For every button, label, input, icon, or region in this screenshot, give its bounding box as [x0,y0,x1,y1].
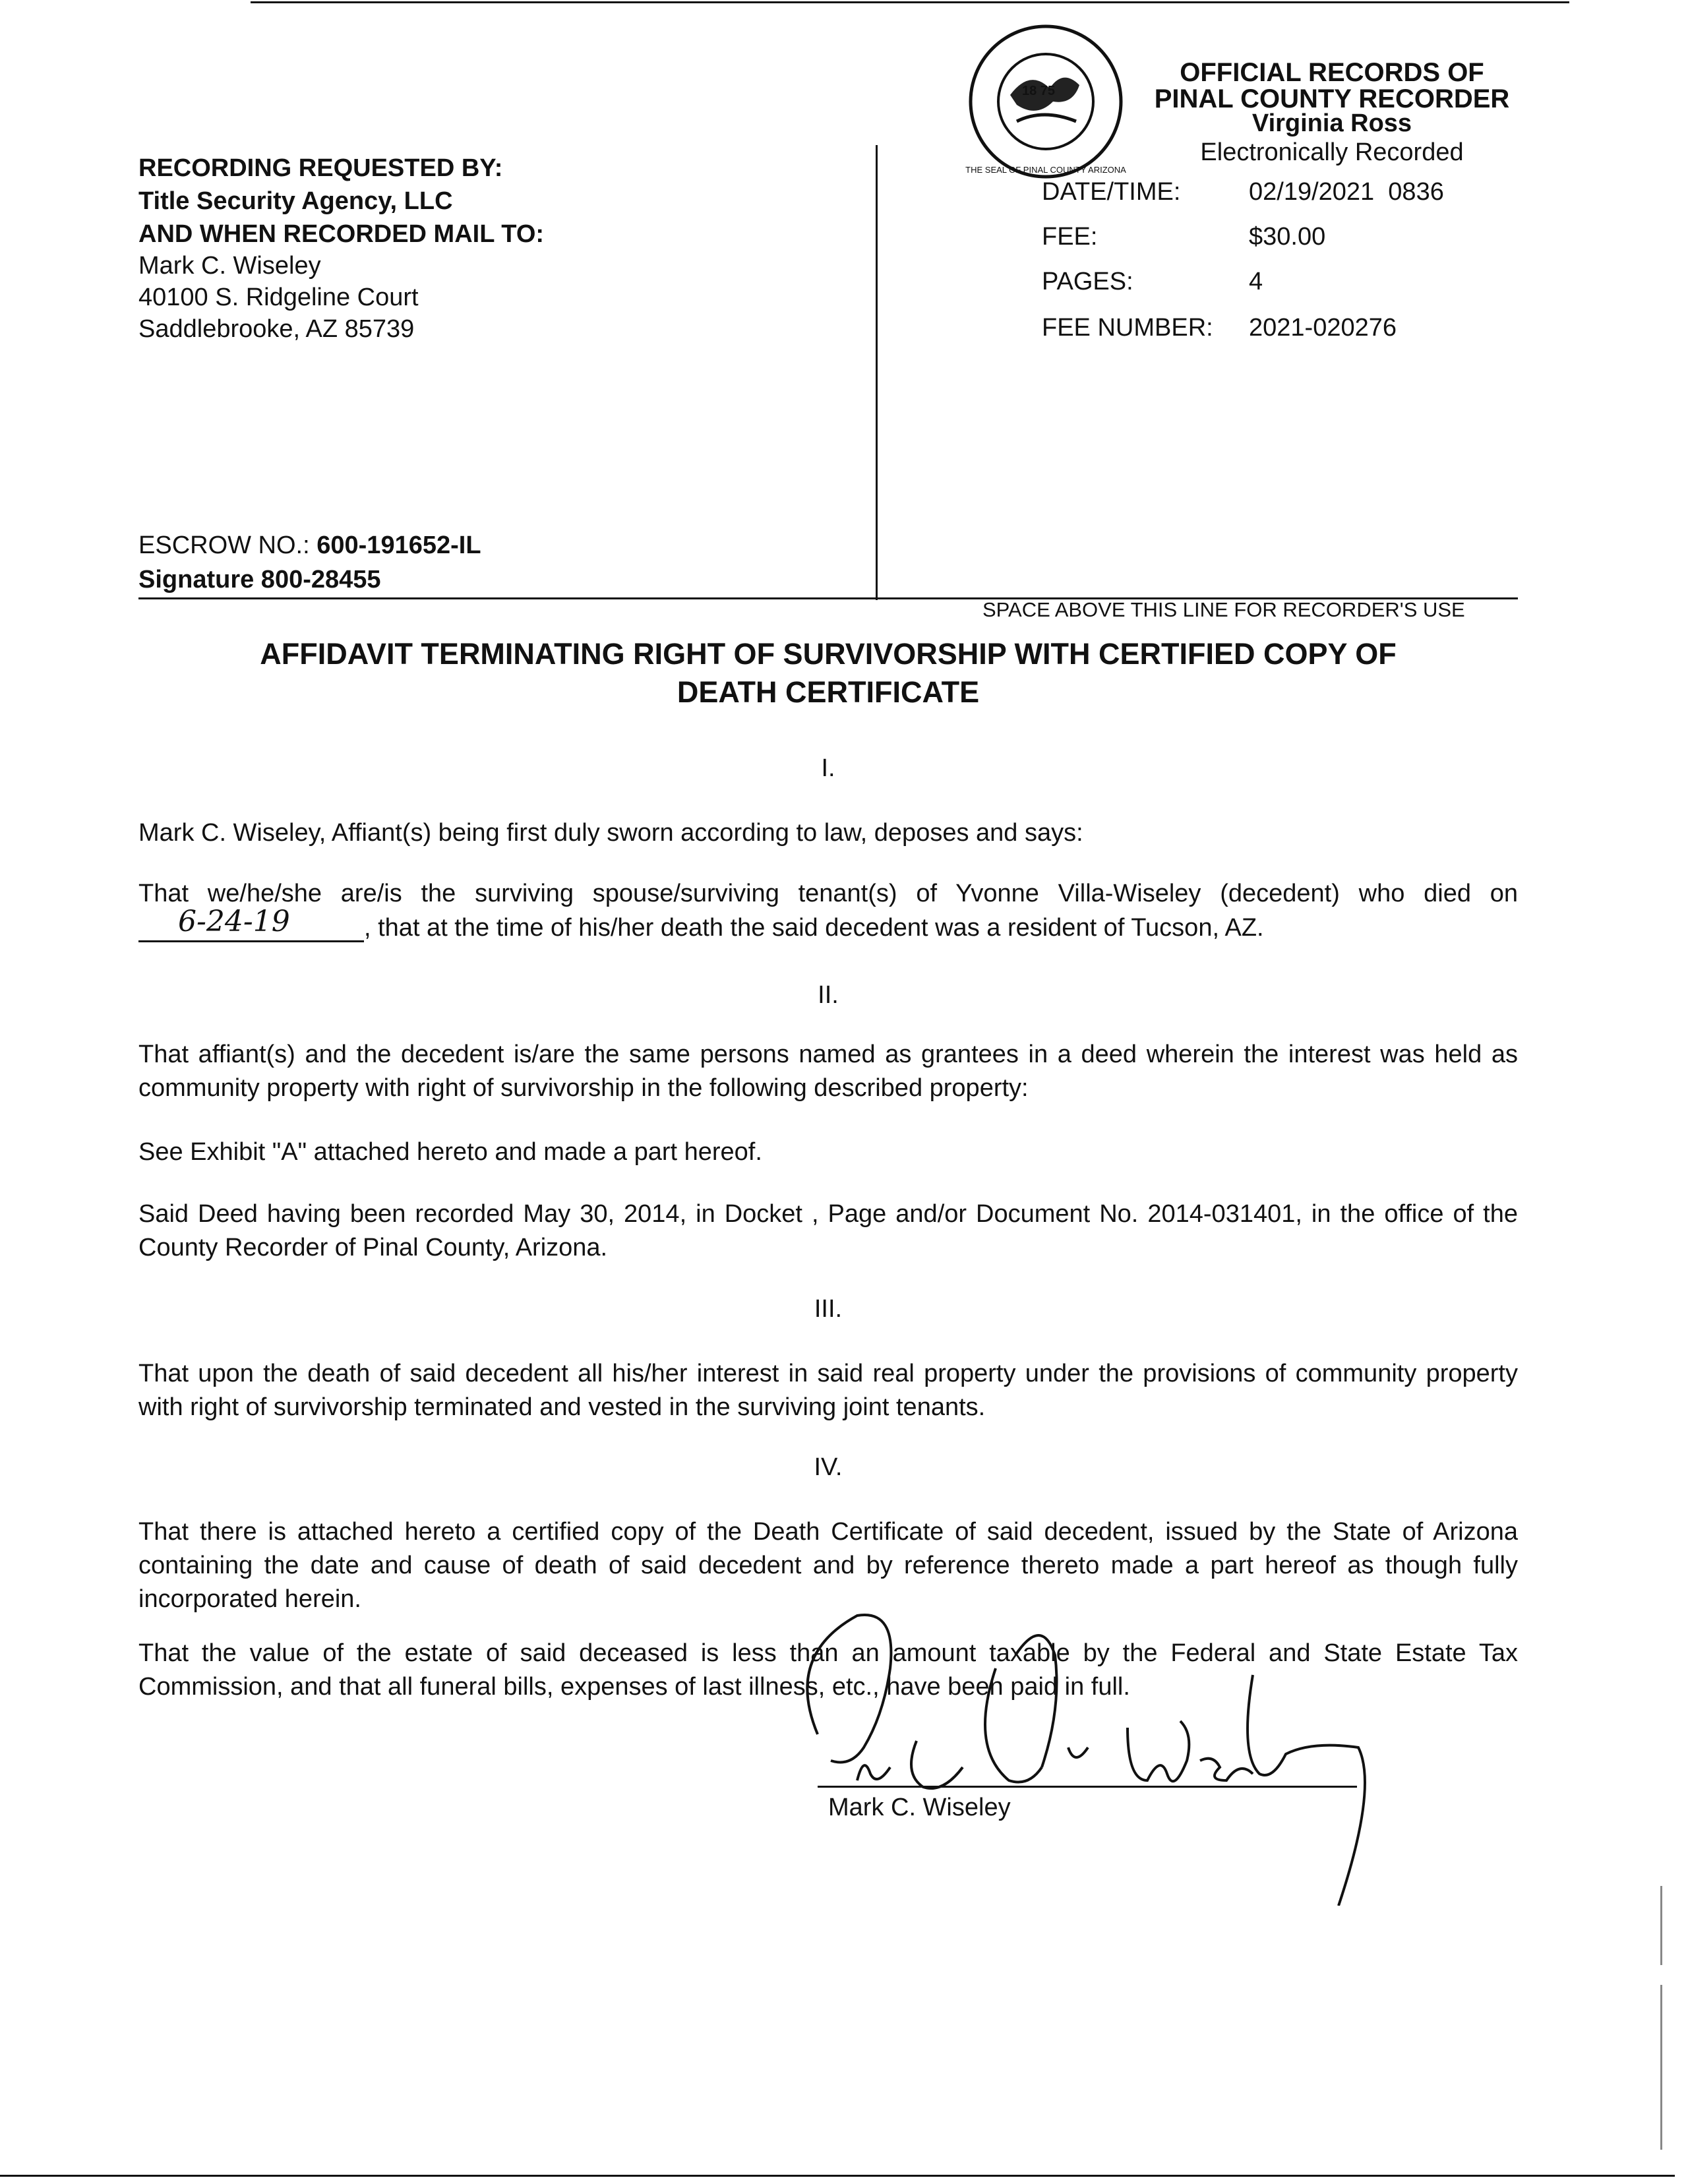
requested-agency: Title Security Agency, LLC [138,187,453,215]
paragraph-surviving-line-2 [138,905,1518,945]
recorder-title-1: OFFICIAL RECORDS OF [1180,58,1484,87]
datetime-label: DATE/TIME: [1042,178,1181,206]
paragraph-exhibit: See Exhibit "A" attached hereto and made a part hereof. [138,1138,762,1166]
signer-name: Mark C. Wiseley [828,1794,1011,1821]
signature-reference: Signature 800-28455 [138,566,381,593]
seal-year: 18 75 [1022,84,1056,98]
date-underline [138,940,364,942]
paragraph-termination: That upon the death of said decedent all his/her interest in said real property under the provisions of community property with right of survivorship terminated and vested in the surviving joint tenants. [138,1360,1518,1421]
mail-name: Mark C. Wiseley [138,252,321,280]
paragraph-surviving-line-1: That we/he/she are/is the surviving spouse/surviving tenant(s) of Yvonne Villa-Wiseley (decedent) who died on [138,880,1518,907]
document-title-line-1: AFFIDAVIT TERMINATING RIGHT OF SURVIVORSHIP WITH CERTIFIED COPY OF [260,637,1397,671]
paragraph-death-certificate: That there is attached hereto a certified copy of the Death Certificate of said decedent, issued by the State of Arizona containing the date and cause of death of said decedent and by reference thereto made a part hereof as though fully incorporated herein. [138,1518,1518,1613]
paragraph-surviving-rest: , that at the time of his/her death the said decedent was a resident of Tucson, AZ. [364,914,1264,942]
top-border [251,1,1569,3]
handwritten-death-date: 6-24-19 [178,905,290,938]
mail-address-1: 40100 S. Ridgeline Court [138,284,419,311]
section-number-2: II. [818,981,839,1009]
recorder-name: Virginia Ross [1251,109,1412,137]
fee-value: $30.00 [1249,223,1326,251]
escrow-value: 600-191652-IL [316,531,481,559]
document-title-line-2: DEATH CERTIFICATE [677,675,980,709]
paragraph-deed-recorded: Said Deed having been recorded May 30, 2014, in Docket , Page and/or Document No. 2014-031401, in the office of the County Recorder of Pinal County, Arizona. [138,1200,1518,1261]
header-divider-vertical [876,145,878,600]
section-number-3: III. [814,1295,843,1323]
section-number-1: I. [821,754,835,782]
escrow-label: ESCROW NO.: [138,531,310,559]
fee-label: FEE: [1042,223,1098,251]
paragraph-estate-value: That the value of the estate of said deceased is less than an amount taxable by the Federal and State Estate Tax Commission, and that all funeral bills, expenses of last illness, etc., have been paid in full. [138,1639,1518,1701]
signature-line [818,1786,1357,1788]
recording-method: Electronically Recorded [1200,138,1464,166]
county-seal [964,22,1128,181]
mail-to-label: AND WHEN RECORDED MAIL TO: [138,220,545,248]
requested-label: RECORDING REQUESTED BY: [138,154,503,182]
recorder-title-2: PINAL COUNTY RECORDER [1154,84,1510,113]
fee-number-label: FEE NUMBER: [1042,314,1213,342]
section-number-4: IV. [814,1453,843,1481]
escrow-number [138,529,481,562]
handwritten-signature [778,1609,1372,1906]
right-margin-artifact-1 [1660,1886,1662,1965]
datetime-value: 02/19/2021 0836 [1249,178,1444,206]
recorder-use-label: SPACE ABOVE THIS LINE FOR RECORDER'S USE [982,598,1465,621]
fee-number-value: 2021-020276 [1249,314,1397,342]
paragraph-grantees: That affiant(s) and the decedent is/are the same persons named as grantees in a deed wherein the interest was held as community property with right of survivorship in the following described property: [138,1041,1518,1102]
right-margin-artifact-2 [1660,1985,1662,2150]
pages-value: 4 [1249,268,1263,295]
seal-text: THE SEAL OF PINAL COUNTY ARIZONA [965,165,1126,175]
paragraph-affiant: Mark C. Wiseley, Affiant(s) being first duly sworn according to law, deposes and says: [138,819,1083,847]
bottom-border [0,2175,1675,2177]
pages-label: PAGES: [1042,268,1133,295]
mail-address-2: Saddlebrooke, AZ 85739 [138,315,415,343]
